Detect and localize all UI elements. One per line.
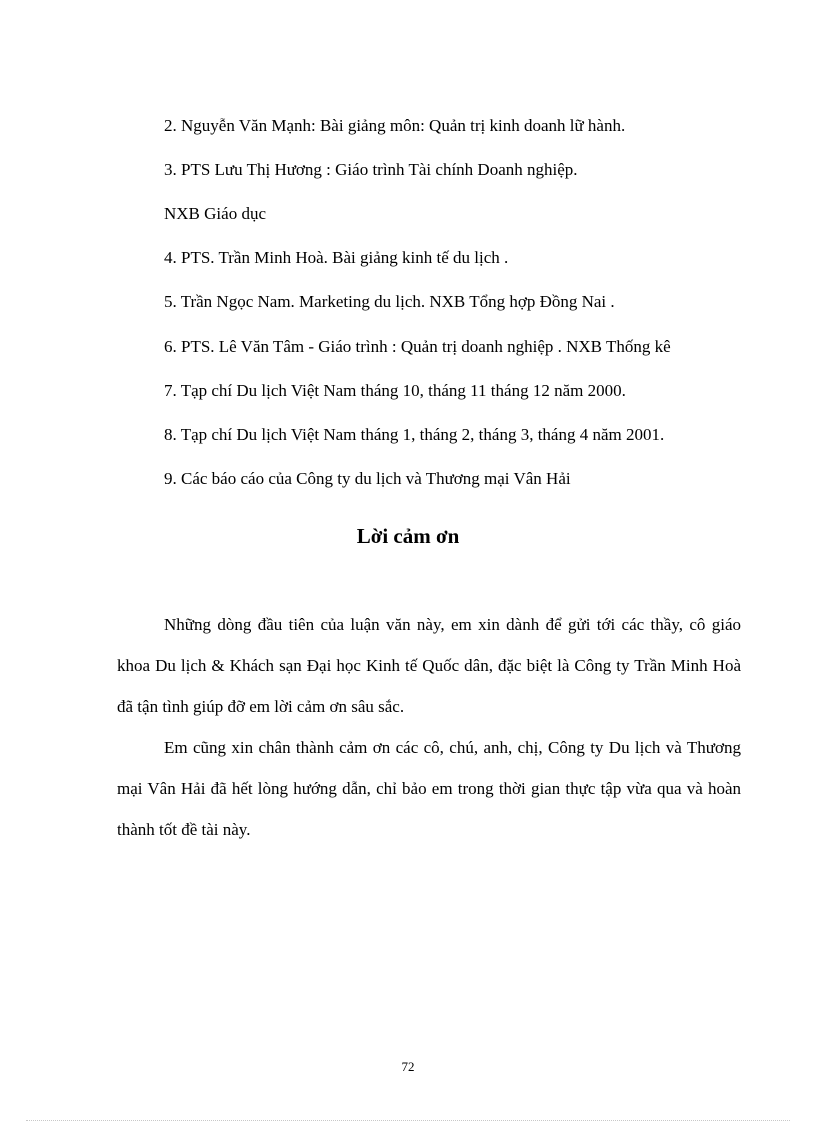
acknowledgement-title: Lời cảm ơn xyxy=(356,524,460,548)
acknowledgement-paragraph: Em cũng xin chân thành cảm ơn các cô, chú, anh, chị, Công ty Du lịch và Thương mại Vân Hải đã hết lòng hướng dẫn, chỉ bảo em trong thời gian thực tập vừa qua và hoàn thành tốt đề tài này. xyxy=(117,738,741,839)
page-bottom-divider xyxy=(26,1120,790,1121)
reference-item: 3. PTS Lưu Thị Hương : Giáo trình Tài chính Doanh nghiệp. xyxy=(164,160,578,179)
reference-item: 4. PTS. Trần Minh Hoà. Bài giảng kinh tế du lịch . xyxy=(164,248,509,267)
reference-item: 5. Trần Ngọc Nam. Marketing du lịch. NXB Tổng hợp Đồng Nai . xyxy=(164,292,615,311)
reference-item: 8. Tạp chí Du lịch Việt Nam tháng 1, tháng 2, tháng 3, tháng 4 năm 2001. xyxy=(164,425,665,444)
reference-item: 2. Nguyễn Văn Mạnh: Bài giảng môn: Quản trị kinh doanh lữ hành. xyxy=(164,116,626,135)
page-number: 72 xyxy=(401,1059,415,1074)
acknowledgement-body xyxy=(117,604,741,850)
reference-item: 7. Tạp chí Du lịch Việt Nam tháng 10, tháng 11 tháng 12 năm 2000. xyxy=(164,381,626,400)
reference-item-continuation: NXB Giáo dục xyxy=(164,204,266,223)
reference-item: 9. Các báo cáo của Công ty du lịch và Thương mại Vân Hải xyxy=(164,469,571,488)
reference-item: 6. PTS. Lê Văn Tâm - Giáo trình : Quản trị doanh nghiệp . NXB Thống kê xyxy=(164,337,671,356)
reference-list xyxy=(117,115,741,512)
acknowledgement-paragraph: Những dòng đầu tiên của luận văn này, em xin dành để gửi tới các thầy, cô giáo khoa Du lịch & Khách sạn Đại học Kinh tế Quốc dân, đặc biệt là Công ty Trần Minh Hoà đã tận tình giúp đỡ em lời cảm ơn sâu sắc. xyxy=(117,615,741,716)
